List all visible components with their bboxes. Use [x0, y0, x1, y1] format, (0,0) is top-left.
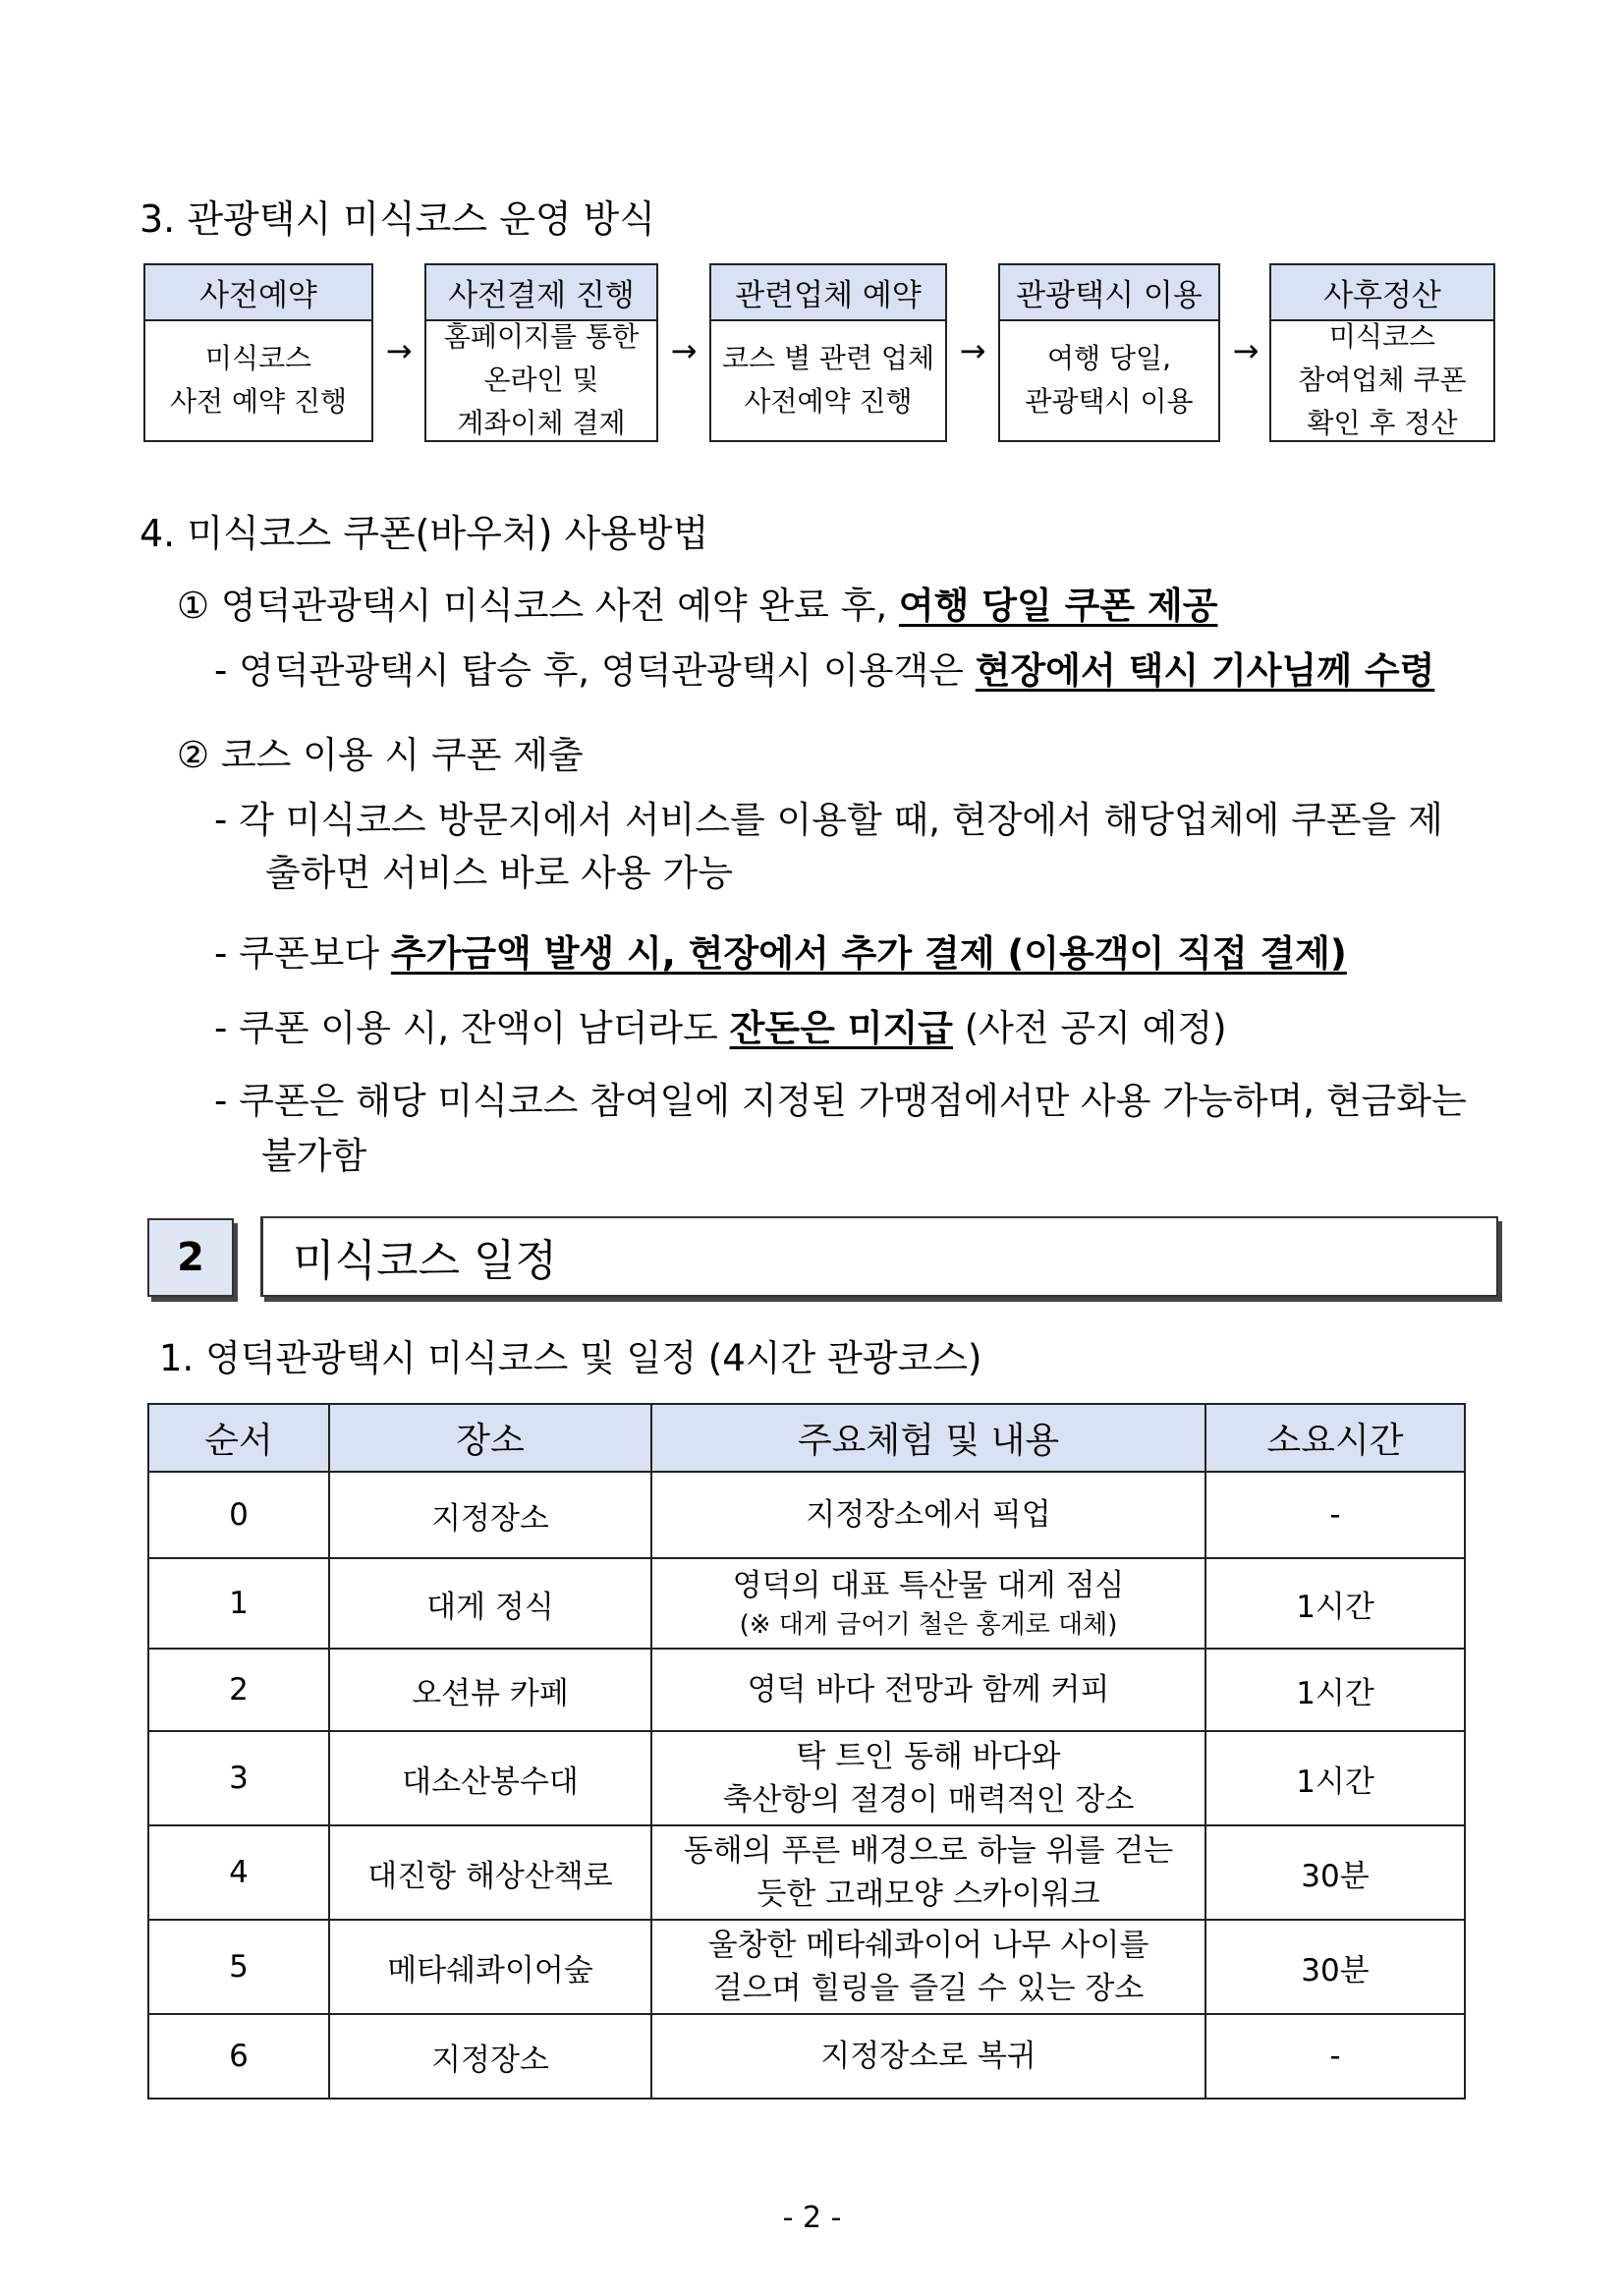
coupon-bullet-1-line-2: 출하면 서비스 바로 사용 가능 [265, 852, 733, 894]
flow-step-text: 여행 당일, [1047, 341, 1171, 374]
page-number: - 2 - [782, 2201, 842, 2235]
order-cell: 5 [148, 1920, 329, 2014]
place-cell: 대진항 해상산책로 [329, 1825, 651, 1920]
coupon-bullet-1-line-1: - 각 미식코스 방문지에서 서비스를 이용할 때, 현장에서 해당업체에 쿠폰을 제 [214, 799, 1443, 841]
time-cell: 30분 [1205, 1825, 1465, 1920]
flow-arrow: → [959, 332, 986, 369]
section-4-heading: 4. 미식코스 쿠폰(바우처) 사용방법 [140, 512, 709, 555]
place-cell: 오션뷰 카페 [329, 1649, 651, 1731]
place-cell: 지정장소 [329, 1472, 651, 1558]
column-header: 순서 [148, 1404, 329, 1472]
column-header: 주요체험 및 내용 [651, 1404, 1205, 1472]
time-cell: 1시간 [1205, 1731, 1465, 1825]
coupon-bullet-2 [214, 924, 1347, 977]
content-line: 울창한 메타쉐콰이어 나무 사이를 [707, 1928, 1149, 1963]
coupon-item-1-emphasis: 여행 당일 쿠폰 제공 [898, 585, 1218, 627]
table-row [148, 1825, 1465, 1920]
flow-arrow: → [385, 332, 413, 369]
flow-step-3 [709, 263, 947, 442]
content-line: 탁 트인 동해 바다와 [796, 1739, 1061, 1774]
coupon-item-1-sub [214, 641, 1434, 694]
order-cell: 0 [148, 1472, 329, 1558]
order-cell: 3 [148, 1731, 329, 1825]
content-line: 영덕의 대표 특산물 대게 점심 [732, 1568, 1125, 1603]
content-line: 지정장소로 복귀 [820, 2039, 1036, 2074]
coupon-bullet-3-text: - 쿠폰 이용 시, 잔액이 남더라도 [214, 1007, 730, 1049]
flow-step-title: 관광택시 이용 [1000, 265, 1218, 321]
place-cell: 대소산봉수대 [329, 1731, 651, 1825]
order-cell: 6 [148, 2014, 329, 2099]
coupon-item-1 [177, 576, 1217, 629]
coupon-bullet-4-line-2: 불가함 [261, 1135, 367, 1177]
coupon-bullet-3-tail: (사전 공지 예정) [952, 1007, 1227, 1049]
content-cell [651, 2014, 1205, 2099]
flow-step-text: 미식코스 [204, 341, 312, 374]
coupon-item-1-text: ① 영덕관광택시 미식코스 사전 예약 완료 후, [177, 585, 899, 627]
time-cell: 1시간 [1205, 1649, 1465, 1731]
flow-step-text: 코스 별 관련 업체 [721, 341, 935, 374]
content-line: 듯한 고래모양 스카이워크 [756, 1876, 1100, 1912]
content-line: 걸으며 힐링을 즐길 수 있는 장소 [712, 1971, 1145, 2006]
table-row [148, 2014, 1465, 2099]
table-row [148, 1920, 1465, 2014]
content-cell [651, 1731, 1205, 1825]
place-cell: 메타쉐콰이어숲 [329, 1920, 651, 2014]
coupon-item-1-sub-text: - 영덕관광택시 탑승 후, 영덕관광택시 이용객은 [214, 649, 976, 692]
content-cell [651, 1649, 1205, 1731]
content-note: (※ 대게 금어기 철은 홍게로 대체) [739, 1610, 1118, 1640]
content-line: 영덕 바다 전망과 함께 커피 [747, 1672, 1110, 1708]
flow-step-text: 온라인 및 [483, 363, 599, 396]
place-cell: 지정장소 [329, 2014, 651, 2099]
flow-step-title: 사전결제 진행 [426, 265, 656, 321]
section-3-heading: 3. 관광택시 미식코스 운영 방식 [140, 197, 656, 241]
flow-step-text: 계좌이체 결제 [457, 406, 626, 439]
content-line: 동해의 푸른 배경으로 하늘 위를 걷는 [683, 1833, 1174, 1869]
table-row [148, 1649, 1465, 1731]
flow-step-title: 사후정산 [1271, 265, 1493, 321]
flow-step-text: 관광택시 이용 [1025, 384, 1194, 418]
time-cell: - [1205, 2014, 1465, 2099]
chapter-title: 미식코스 일정 [260, 1216, 1498, 1297]
coupon-bullet-4-line-1: - 쿠폰은 해당 미식코스 참여일에 지정된 가맹점에서만 사용 가능하며, 현금화는 [214, 1080, 1467, 1122]
order-cell: 4 [148, 1825, 329, 1920]
content-line: 축산항의 절경이 매력적인 장소 [722, 1782, 1135, 1818]
flow-step-text: 사전예약 진행 [744, 384, 913, 418]
flow-step-title: 관련업체 예약 [711, 265, 945, 321]
content-cell [651, 1472, 1205, 1558]
flow-step-4 [998, 263, 1220, 442]
content-cell [651, 1558, 1205, 1649]
schedule-table [147, 1403, 1466, 2100]
content-line: 지정장소에서 픽업 [806, 1497, 1051, 1533]
column-header: 소요시간 [1205, 1404, 1465, 1472]
flow-arrow: → [1232, 332, 1260, 369]
coupon-bullet-2-text: - 쿠폰보다 [214, 932, 391, 975]
flow-step-text: 홈페이지를 통한 [443, 319, 640, 353]
time-cell: 30분 [1205, 1920, 1465, 2014]
time-cell: 1시간 [1205, 1558, 1465, 1649]
flow-step-text: 참여업체 쿠폰 [1298, 363, 1467, 396]
flow-step-text: 미식코스 [1328, 319, 1436, 353]
flow-arrow: → [670, 332, 698, 369]
order-cell: 2 [148, 1649, 329, 1731]
table-row [148, 1558, 1465, 1649]
content-cell [651, 1920, 1205, 2014]
flow-step-1 [143, 263, 373, 442]
flow-step-text: 확인 후 정산 [1307, 406, 1458, 439]
flow-step-5 [1269, 263, 1495, 442]
table-row [148, 1731, 1465, 1825]
coupon-item-1-sub-emphasis: 현장에서 택시 기사님께 수령 [975, 649, 1435, 692]
order-cell: 1 [148, 1558, 329, 1649]
table-header-row [148, 1404, 1465, 1472]
content-cell [651, 1825, 1205, 1920]
flow-step-text: 사전 예약 진행 [169, 384, 348, 418]
coupon-item-2: ② 코스 이용 시 쿠폰 제출 [177, 734, 584, 776]
place-cell: 대게 정식 [329, 1558, 651, 1649]
flow-step-title: 사전예약 [145, 265, 371, 321]
coupon-bullet-2-emphasis: 추가금액 발생 시, 현장에서 추가 결제 (이용객이 직접 결제) [390, 932, 1347, 975]
flow-step-2 [424, 263, 658, 442]
chapter-number: 2 [147, 1218, 234, 1297]
coupon-bullet-3-emphasis: 잔돈은 미지급 [729, 1007, 953, 1049]
coupon-bullet-3 [214, 998, 1227, 1051]
time-cell: - [1205, 1472, 1465, 1558]
schedule-heading: 1. 영덕관광택시 미식코스 및 일정 (4시간 관광코스) [159, 1337, 982, 1379]
table-row [148, 1472, 1465, 1558]
column-header: 장소 [329, 1404, 651, 1472]
